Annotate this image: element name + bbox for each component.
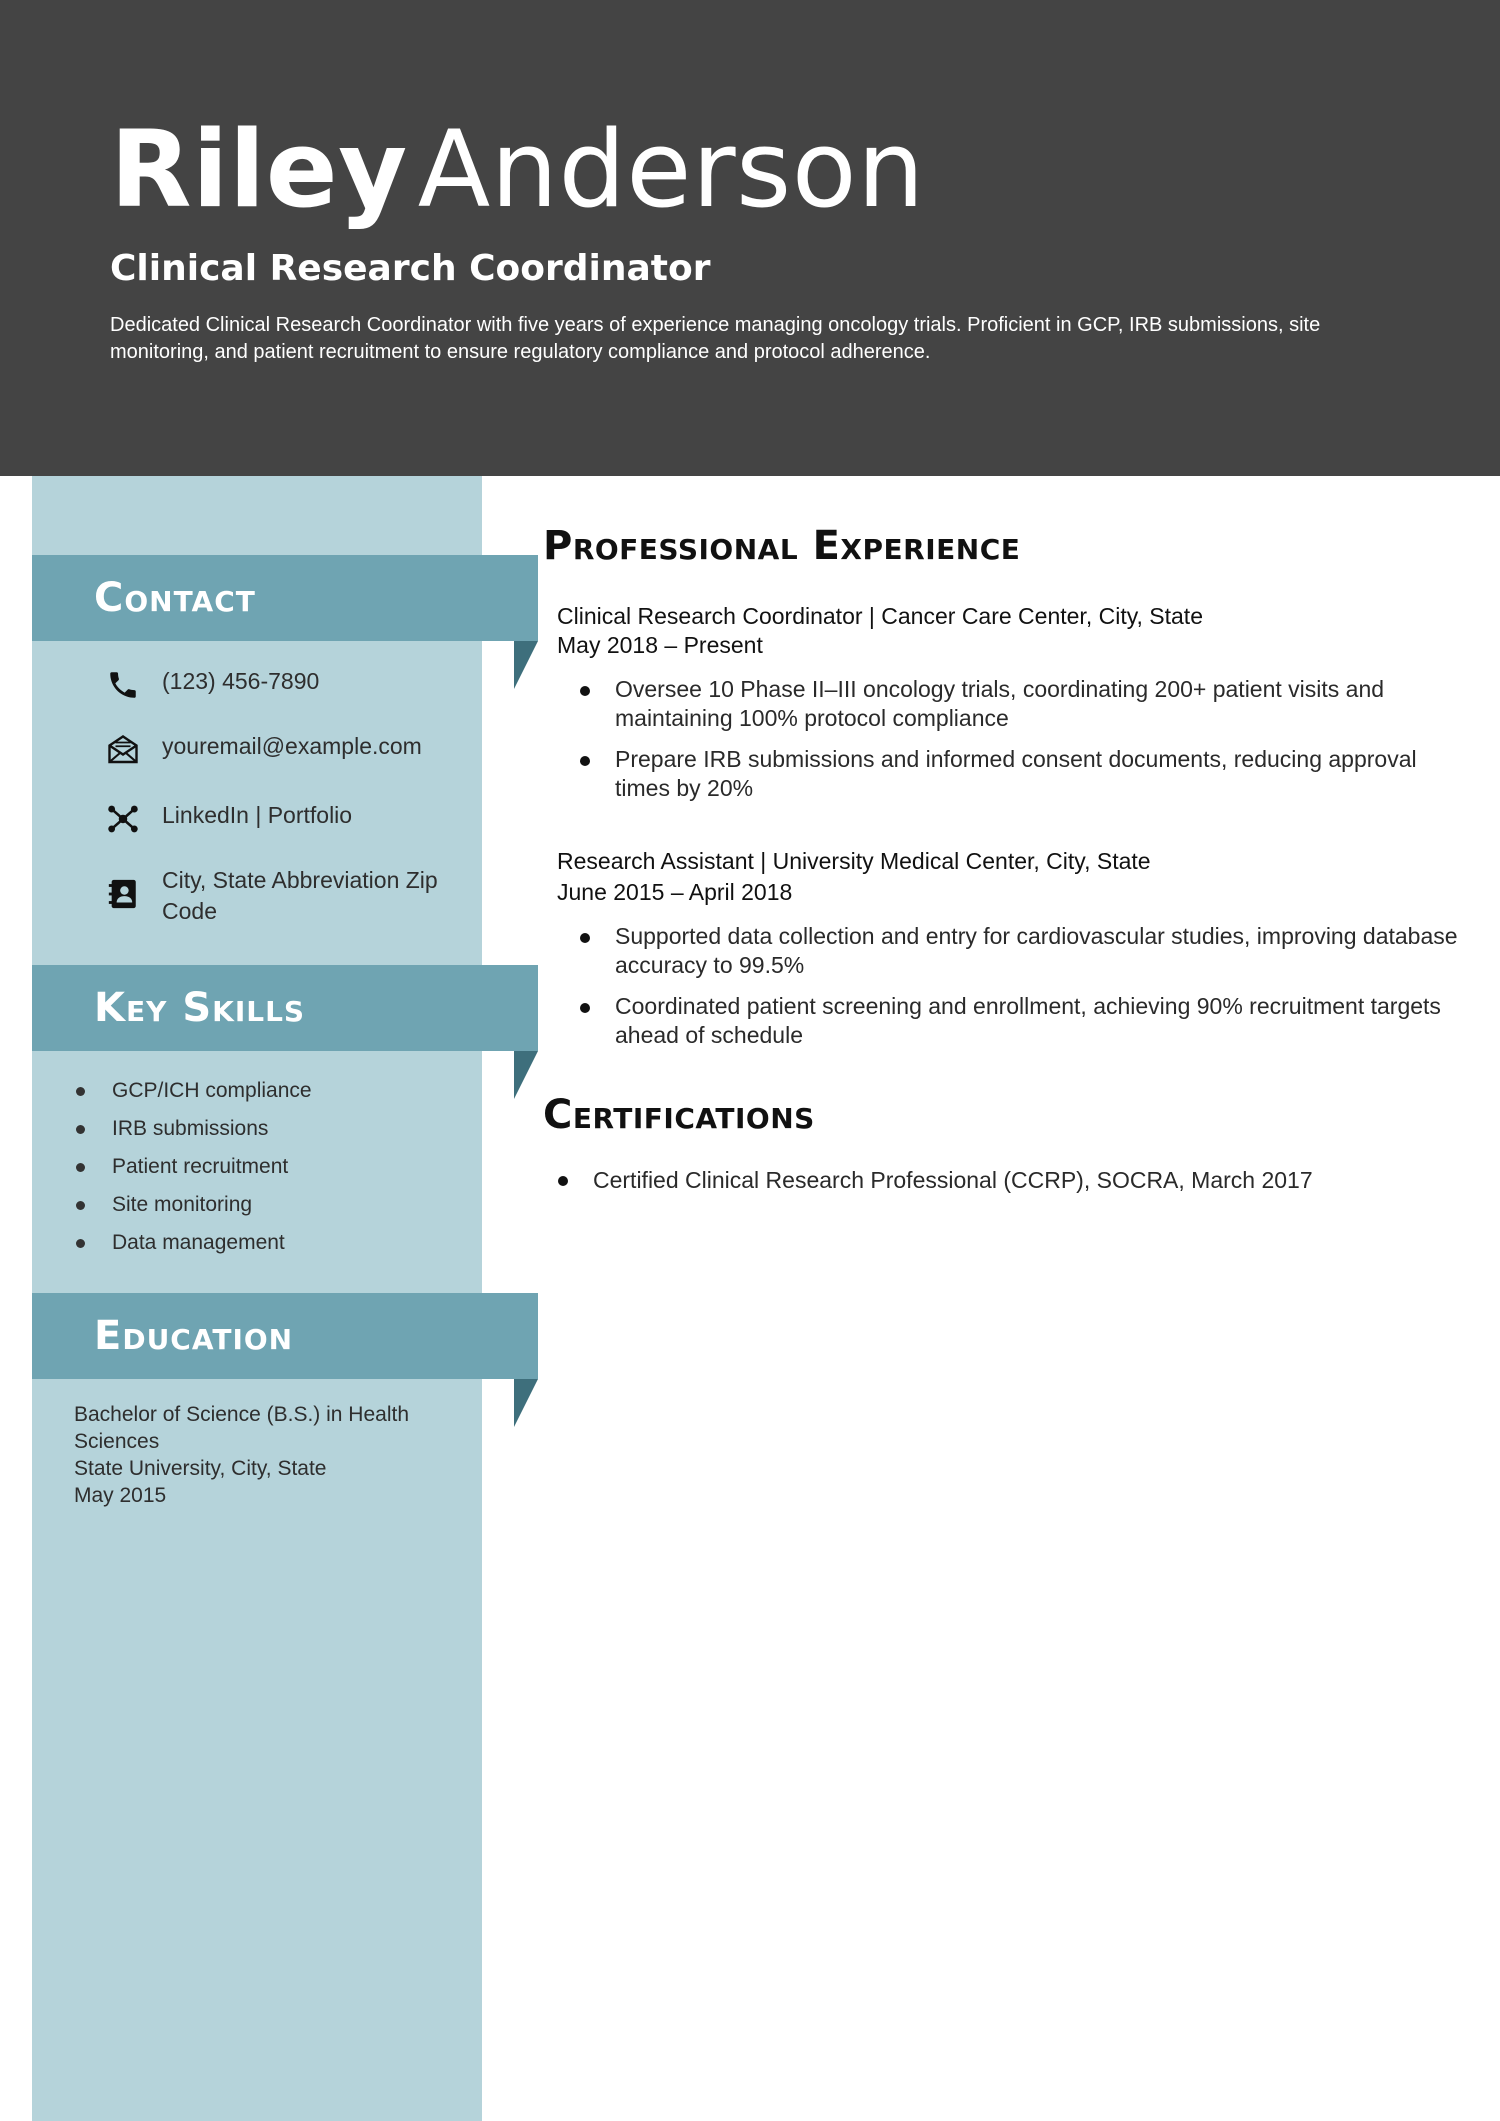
education-degree: Bachelor of Science (B.S.) in Health Sciences <box>74 1403 409 1453</box>
contact-section-title: Contact <box>94 575 256 621</box>
network-icon <box>104 800 142 838</box>
contact-phone-row <box>104 666 484 704</box>
contact-links-row <box>104 800 484 838</box>
job-2-dates: June 2015 – April 2018 <box>557 879 793 905</box>
skills-section-band <box>32 965 538 1051</box>
job-bullet: Supported data collection and entry for cardiovascular studies, improving database accuracy to 99.5% <box>580 922 1460 980</box>
first-name: Riley <box>110 108 408 231</box>
candidate-name <box>110 108 925 232</box>
job-1-bullets <box>580 675 1460 815</box>
contact-email: youremail@example.com <box>162 733 422 759</box>
skill-item: IRB submissions <box>76 1110 312 1148</box>
job-1-dates: May 2018 – Present <box>557 632 763 658</box>
contact-section-band <box>32 555 538 641</box>
header-banner <box>0 0 1500 476</box>
contact-address: City, State Abbreviation Zip Code <box>162 867 438 924</box>
education-school: State University, City, State <box>74 1457 327 1480</box>
job-2-title: Research Assistant | University Medical Center, City, State <box>557 848 1151 874</box>
skill-item: Data management <box>76 1224 312 1262</box>
contact-address-row <box>104 865 484 927</box>
contact-email-row <box>104 731 484 769</box>
contact-links: LinkedIn | Portfolio <box>162 802 353 828</box>
profile-summary: Dedicated Clinical Research Coordinator with five years of experience managing oncology trials. Proficient in GCP, IRB submissions, site monitoring, and patient recruitment to ensure regulatory compliance and protocol adherence. <box>110 314 1321 363</box>
skills-list <box>76 1072 312 1262</box>
skill-item: Patient recruitment <box>76 1148 312 1186</box>
education-entry <box>74 1401 444 1509</box>
job-2-bullets <box>580 922 1460 1062</box>
education-section-title: Education <box>94 1313 294 1359</box>
sidebar <box>32 476 482 2121</box>
certifications-section-title: Certifications <box>543 1092 815 1138</box>
education-date: May 2015 <box>74 1484 167 1507</box>
job-1-title: Clinical Research Coordinator | Cancer Care Center, City, State <box>557 603 1203 629</box>
skill-item: GCP/ICH compliance <box>76 1072 312 1110</box>
envelope-icon <box>104 731 142 769</box>
job-bullet: Oversee 10 Phase II–III oncology trials, coordinating 200+ patient visits and maintaining 100% protocol compliance <box>580 675 1460 733</box>
skills-section-title: Key Skills <box>94 985 306 1031</box>
certification-item: Certified Clinical Research Professional (CCRP), SOCRA, March 2017 <box>558 1165 1458 1195</box>
job-bullet: Coordinated patient screening and enrollment, achieving 90% recruitment targets ahead of schedule <box>580 992 1460 1050</box>
certifications-list <box>558 1165 1458 1195</box>
job-title-heading: Clinical Research Coordinator <box>110 248 711 289</box>
skills-band-fold <box>514 1051 538 1099</box>
phone-icon <box>104 666 142 704</box>
education-band-fold <box>514 1379 538 1427</box>
education-section-band <box>32 1293 538 1379</box>
contact-phone: (123) 456-7890 <box>162 668 320 694</box>
experience-section-title: Professional Experience <box>543 523 1021 569</box>
last-name: Anderson <box>417 108 925 231</box>
skill-item: Site monitoring <box>76 1186 312 1224</box>
address-book-icon <box>104 875 142 913</box>
job-bullet: Prepare IRB submissions and informed consent documents, reducing approval times by 20% <box>580 745 1460 803</box>
contact-band-fold <box>514 641 538 689</box>
